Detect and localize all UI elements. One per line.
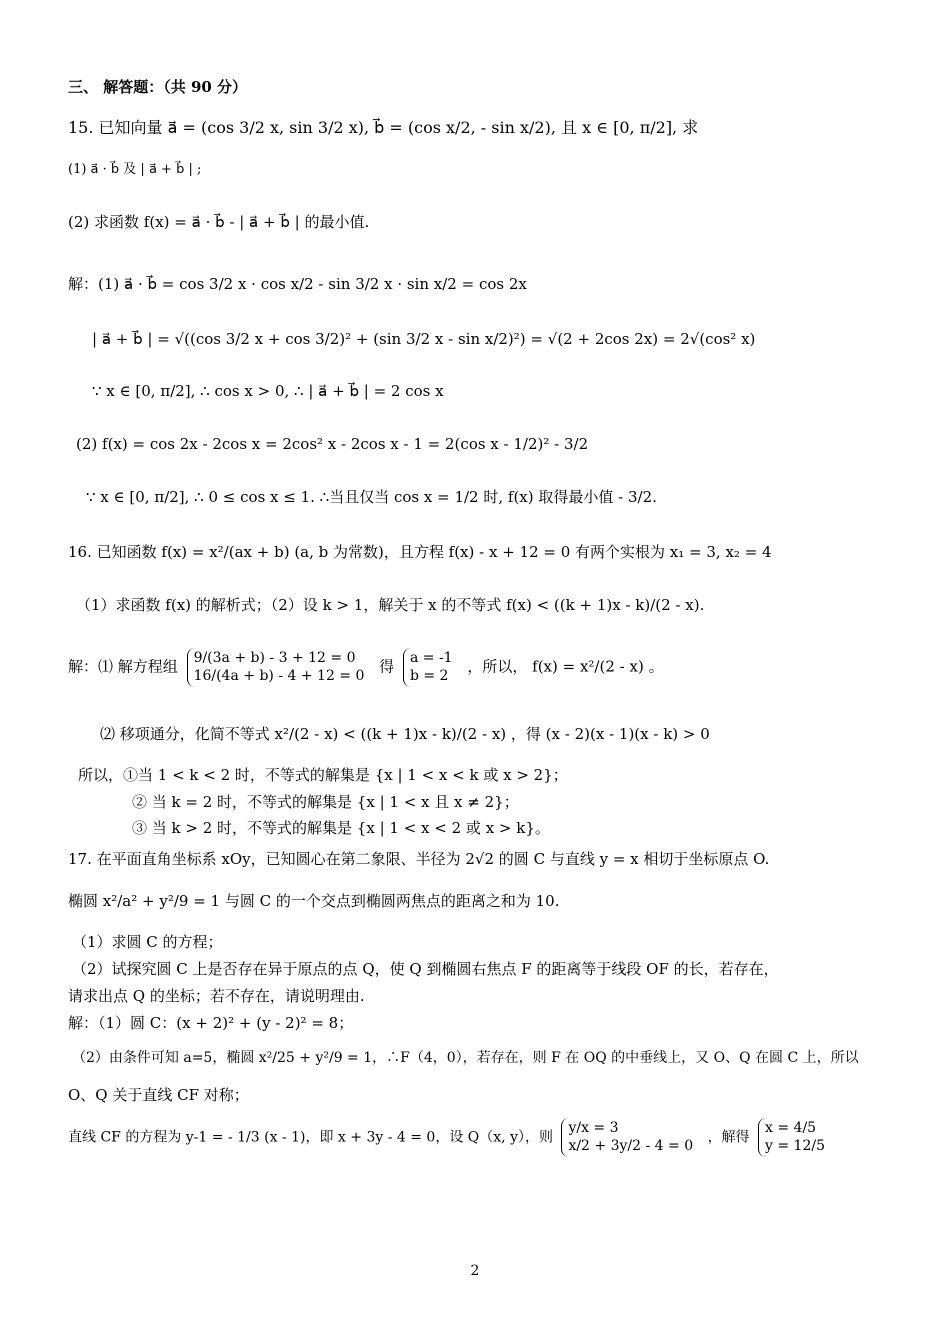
q16-answer-a: a = -1: [409, 650, 453, 666]
q16-sol1-label: 解：⑴ 解方程组: [68, 657, 178, 676]
q15-solution-line5: ∵ x ∈ [0, π/2], ∴ 0 ≤ cos x ≤ 1. ∴当且仅当 cos x = 1/2 时, f(x) 取得最小值 - 3/2.: [86, 488, 657, 506]
q17-stem-line2: 椭圆 x²/a² + y²/9 = 1 与圆 C 的一个交点到椭圆两焦点的距离之和为 10.: [68, 892, 560, 910]
q16-answer-system: [403, 648, 459, 687]
q17-part2-line1: （2）试探究圆 C 上是否存在异于原点的点 Q，使 Q 到椭圆右焦点 F 的距离等于线段 OF 的长，若存在，: [72, 960, 779, 978]
q16-solution-line1: [68, 648, 890, 687]
q15-part2: (2) 求函数 f(x) = a⃗ · b⃗ - | a⃗ + b⃗ | 的最小值.: [68, 213, 370, 231]
q17-system-2: [758, 1118, 831, 1157]
q15-part1: (1) a⃗ · b⃗ 及 | a⃗ + b⃗ | ;: [68, 162, 202, 177]
q17-stem-line1: 17. 在平面直角坐标系 xOy，已知圆心在第二象限、半径为 2√2 的圆 C 与直线 y = x 相切于坐标原点 O.: [68, 850, 770, 868]
q16-system-eq1: 9/(3a + b) - 3 + 12 = 0: [193, 650, 356, 666]
q16-case2: ② 当 k = 2 时，不等式的解集是 {x | 1 < x 且 x ≠ 2}；: [132, 793, 519, 811]
q16-equation-system: [187, 648, 371, 687]
q17-solution-line4: [68, 1118, 890, 1157]
q16-system-eq2: 16/(4a + b) - 4 + 12 = 0: [193, 667, 365, 684]
section-title: 三、 解答题：（共 90 分）: [68, 78, 248, 96]
q17-solve-word: ，解得: [707, 1129, 750, 1146]
q17-part2-line2: 请求出点 Q 的坐标；若不存在，请说明理由.: [68, 987, 365, 1005]
q17-solution-line3: O、Q 关于直线 CF 对称；: [68, 1086, 249, 1104]
q17-solution-line2: （2）由条件可知 a=5，椭圆 x²/25 + y²/9 = 1，∴F（4，0），若存在，则 F 在 OQ 的中垂线上，又 O、Q 在圆 C 上，所以: [72, 1050, 859, 1066]
q16-case3: ③ 当 k > 2 时，不等式的解集是 {x | 1 < x < 2 或 x > k}。: [132, 819, 550, 837]
q16-sol1-get: 得: [379, 657, 395, 676]
q16-sol1-tail: ，所以， f(x) = x²/(2 - x) 。: [467, 657, 664, 676]
q17-system2-x: x = 4/5: [765, 1120, 817, 1136]
q16-parts: （1）求函数 f(x) 的解析式；（2）设 k > 1，解关于 x 的不等式 f(x) < ((k + 1)x - k)/(2 - x).: [76, 596, 705, 614]
q16-case1: 所以，①当 1 < k < 2 时，不等式的解集是 {x | 1 < x < k 或 x > 2}；: [78, 766, 568, 784]
q17-system1-eq1: y/x = 3: [568, 1120, 619, 1136]
q16-solution-line2: ⑵ 移项通分，化简不等式 x²/(2 - x) < ((k + 1)x - k)/(2 - x) ，得 (x - 2)(x - 1)(x - k) > 0: [100, 725, 710, 743]
q17-system2-y: y = 12/5: [765, 1137, 825, 1154]
q15-solution-line1: 解：(1) a⃗ · b⃗ = cos 3/2 x · cos x/2 - sin 3/2 x · sin x/2 = cos 2x: [68, 275, 527, 293]
q15-solution-line2: | a⃗ + b⃗ | = √((cos 3/2 x + cos 3/2)² + (sin 3/2 x - sin x/2)²) = √(2 + 2cos 2x) = 2√(cos² x): [92, 330, 756, 348]
q15-stem: 15. 已知向量 a⃗ = (cos 3/2 x, sin 3/2 x), b⃗ = (cos x/2, - sin x/2), 且 x ∈ [0, π/2], 求: [68, 118, 699, 137]
q16-answer-b: b = 2: [409, 667, 449, 684]
page-number: 2: [470, 1263, 480, 1279]
q15-solution-line4: (2) f(x) = cos 2x - 2cos x = 2cos² x - 2cos x - 1 = 2(cos x - 1/2)² - 3/2: [76, 435, 589, 453]
q17-system1-eq2: x/2 + 3y/2 - 4 = 0: [568, 1137, 694, 1154]
q17-system-1: [561, 1118, 699, 1157]
q17-line-cf: 直线 CF 的方程为 y-1 = - 1/3 (x - 1)，即 x + 3y - 4 = 0，设 Q（x, y），则: [68, 1129, 553, 1146]
q17-solution-line1: 解：（1）圆 C：(x + 2)² + (y - 2)² = 8；: [68, 1014, 354, 1032]
q17-part1: （1）求圆 C 的方程；: [72, 933, 223, 951]
q16-stem: 16. 已知函数 f(x) = x²/(ax + b) (a, b 为常数)，且方程 f(x) - x + 12 = 0 有两个实根为 x₁ = 3, x₂ = 4: [68, 543, 772, 561]
q15-solution-line3: ∵ x ∈ [0, π/2], ∴ cos x > 0, ∴ | a⃗ + b⃗ | = 2 cos x: [92, 382, 444, 400]
